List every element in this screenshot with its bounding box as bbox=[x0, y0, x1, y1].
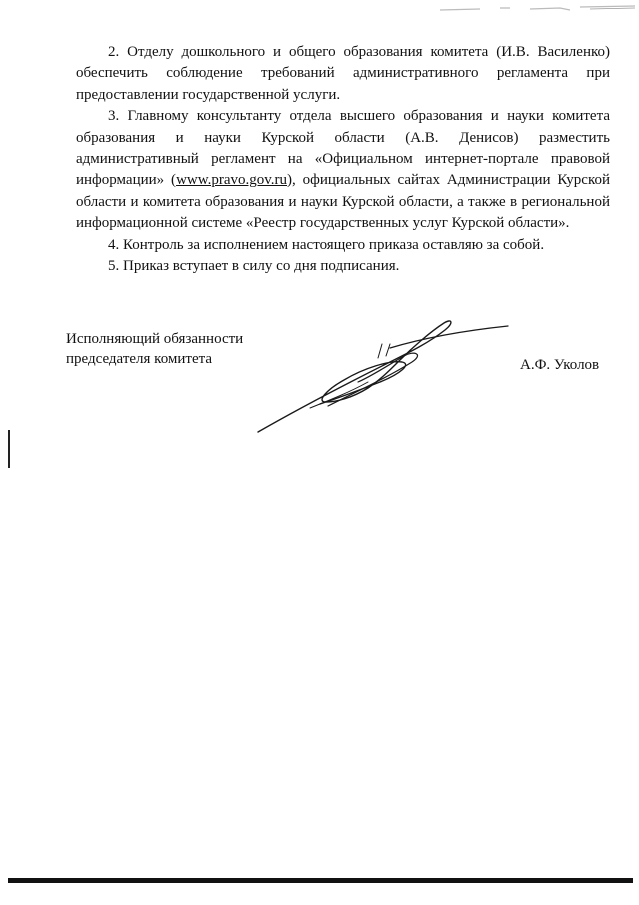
scan-artifact bbox=[440, 4, 635, 14]
paragraph-3-text-start: 3. Главному консультанту отдела высшего образования и науки комитета образования и науки Курской области (А.В. Денисов) разместить административный регламент на «Официальном интернет-портале правовой информации» ( bbox=[76, 108, 610, 189]
scan-bottom-edge bbox=[8, 878, 633, 883]
paragraph-4: 4. Контроль за исполнением настоящего приказа оставляю за собой. bbox=[108, 236, 545, 253]
handwritten-signature bbox=[240, 310, 540, 440]
signatory-name: А.Ф. Уколов bbox=[520, 357, 600, 373]
paragraph-2: 2. Отделу дошкольного и общего образования комитета (И.В. Василенко) обеспечить соблюдение требований административного регламента при предоставлении государственной услуги. bbox=[76, 44, 610, 103]
paragraph-3-text-end: ), официальных сайтах Администрации Курской области и комитета образования и науки Курской области, а также в региональной информационной системе «Реестр государственных услуг Курской области». bbox=[76, 172, 611, 232]
paragraph-5: 5. Приказ вступает в силу со дня подписания. bbox=[108, 258, 400, 275]
paragraph-3 bbox=[76, 106, 610, 234]
scan-edge-mark bbox=[8, 430, 10, 468]
signatory-title-line-1: Исполняющий обязанности bbox=[66, 331, 244, 347]
order-body bbox=[76, 42, 610, 277]
signatory-title-line-2: председателя комитета bbox=[66, 351, 213, 367]
signatory-title bbox=[66, 329, 243, 369]
pravo-gov-link[interactable]: www.pravo.gov.ru bbox=[176, 172, 288, 189]
